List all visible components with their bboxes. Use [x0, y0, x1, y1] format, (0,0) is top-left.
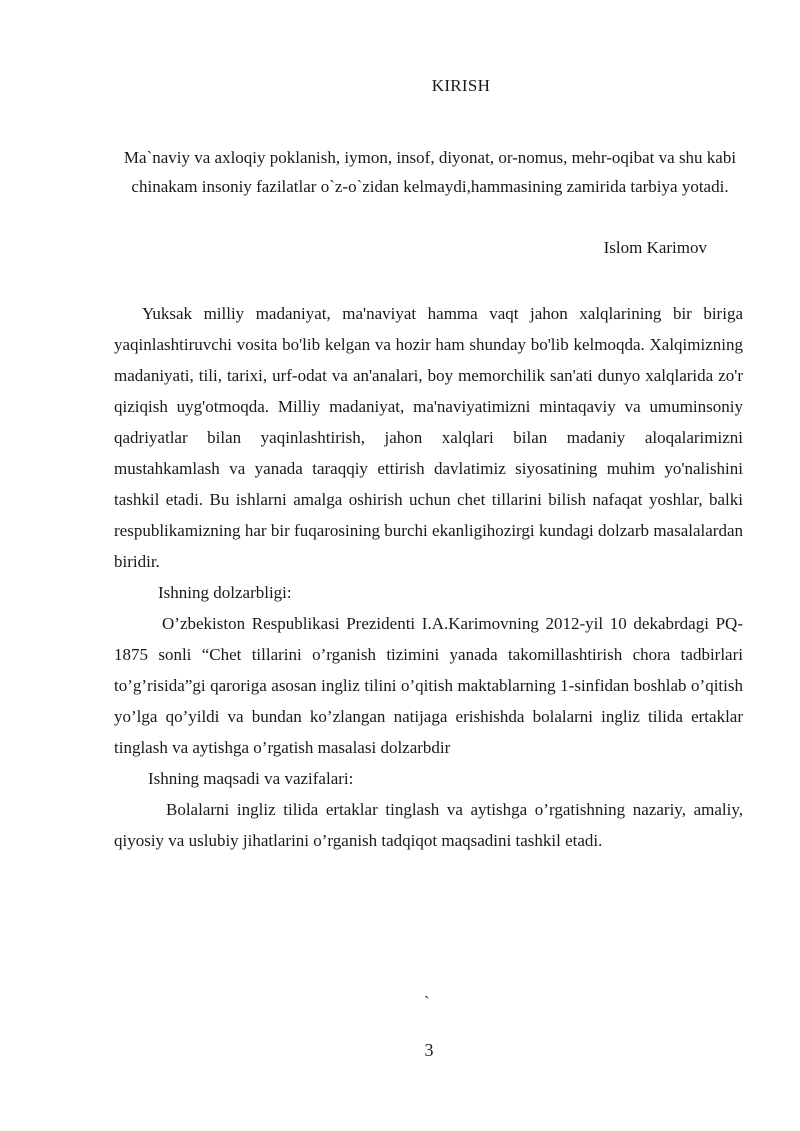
page-number: 3 [424, 1040, 434, 1060]
section-heading: KIRISH [431, 76, 491, 95]
paragraph-goals: Bolalarni ingliz tilida ertaklar tinglash va aytishga o’rgatishning nazariy, amaliy, qiyosiy va uslubiy jihatlarini o’rganish tadqiqot maqsadini tashkil etadi. [114, 800, 743, 850]
body-text [114, 298, 743, 856]
paragraph-intro: Yuksak milliy madaniyat, ma'naviyat hamma vaqt jahon xalqlarining bir biriga yaqinlashtiruvchi vosita bo'lib kelgan va hozir ham shunday bo'lib kelmoqda. Xalqimizning madaniyati, tili, tarixi, urf-odat va an'analari, boy memorchilik san'ati dunyo xalqlarida zo'r qiziqish uyg'otmoqda. Milliy madaniyat, ma'naviyatimizni mintaqaviy va umuminsoniy qadriyatlar bilan yaqinlashtirish, jahon xalqlari bilan madaniy aloqalarimizni mustahkamlash va yanada taraqqiy ettirish davlatimiz siyosatining muhim yo'nalishini tashkil etadi. Bu ishlarni amalga oshirish uchun chet tillarini bilish nafaqat yoshlar, balki respublikamizning har bir fuqarosining burchi ekanligihozirgi kundagi dolzarb masalalardan biridir. [114, 304, 743, 571]
paragraph-relevance: O’zbekiston Respublikasi Prezidenti I.A.Karimovning 2012-yil 10 dekabrdagi PQ-1875 sonli “Chet tillarini o’rganish tizimini yanada takomillashtirish chora tadbirlari to’g’risida”gi qaroriga asosan ingliz tilini o’qitish maktablarning 1-sinfidan boshlab o’qitish yo’lga qo’yildi va bundan ko’zlangan natijaga erishishda bolalarni ingliz tilida ertaklar tinglash va aytishga o’rgatish masalasi dolzarbdir [114, 614, 743, 757]
epigraph-author: Islom Karimov [603, 238, 707, 257]
stray-mark: ` [424, 993, 430, 1012]
subheading-goals: Ishning maqsadi va vazifalari: [148, 769, 354, 788]
epigraph-quote: Ma`naviy va axloqiy poklanish, iymon, insof, diyonat, or-nomus, mehr-oqibat va shu kabi chinakam insoniy fazilatlar o`z-o`zidan kelmaydi,hammasining zamirida tarbiya yotadi. [123, 148, 737, 196]
subheading-relevance: Ishning dolzarbligi: [158, 583, 292, 602]
